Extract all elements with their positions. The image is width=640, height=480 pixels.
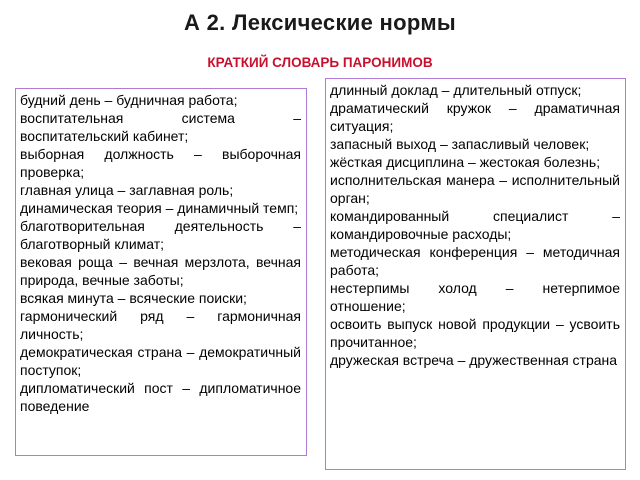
paronym-entry: дипломатический пост – дипломатичное поведение [20, 380, 301, 414]
paronym-entry: исполнительская манера – исполнительный орган; [330, 172, 620, 206]
paronym-entry: длинный доклад – длительный отпуск; [330, 82, 582, 98]
paronym-entry: демократическая страна – демократичный поступок; [20, 344, 301, 378]
paronym-entry: освоить выпуск новой продукции – усвоить прочитанное; [330, 316, 620, 350]
paronym-entry: командированный специалист – командировочные расходы; [330, 208, 620, 242]
paronym-entry: благотворительная деятельность – благотворный климат; [20, 218, 301, 252]
paronym-entry: жёсткая дисциплина – жестокая болезнь; [330, 154, 601, 170]
paronym-entry: динамическая теория – динамичный темп; [20, 200, 299, 216]
paronym-entry: дружеская встреча – дружественная страна [330, 352, 618, 368]
paronym-entry: вековая роща – вечная мерзлота, вечная природа, вечные заботы; [20, 254, 301, 288]
section-subtitle: КРАТКИЙ СЛОВАРЬ ПАРОНИМОВ [207, 55, 433, 70]
paronym-entry: гармонический ряд – гармоничная личность; [20, 308, 301, 342]
paronym-entry: всякая минута – всяческие поиски; [20, 290, 247, 306]
paronym-list-right [325, 78, 626, 470]
paronym-entry: выборная должность – выборочная проверка; [20, 146, 301, 180]
page-title: А 2. Лексические нормы [184, 10, 456, 35]
paronym-entry: драматический кружок – драматичная ситуация; [330, 100, 620, 134]
paronym-entry: нестерпимы холод – нетерпимое отношение; [330, 280, 620, 314]
paronym-list-left [15, 88, 307, 456]
paronym-entry: методическая конференция – методичная работа; [330, 244, 620, 278]
paronym-entry: будний день – будничная работа; [20, 92, 238, 108]
paronym-entry: воспитательная система – воспитательский кабинет; [20, 110, 301, 144]
paronym-entry: главная улица – заглавная роль; [20, 182, 234, 198]
paronym-entry: запасный выход – запасливый человек; [330, 136, 590, 152]
